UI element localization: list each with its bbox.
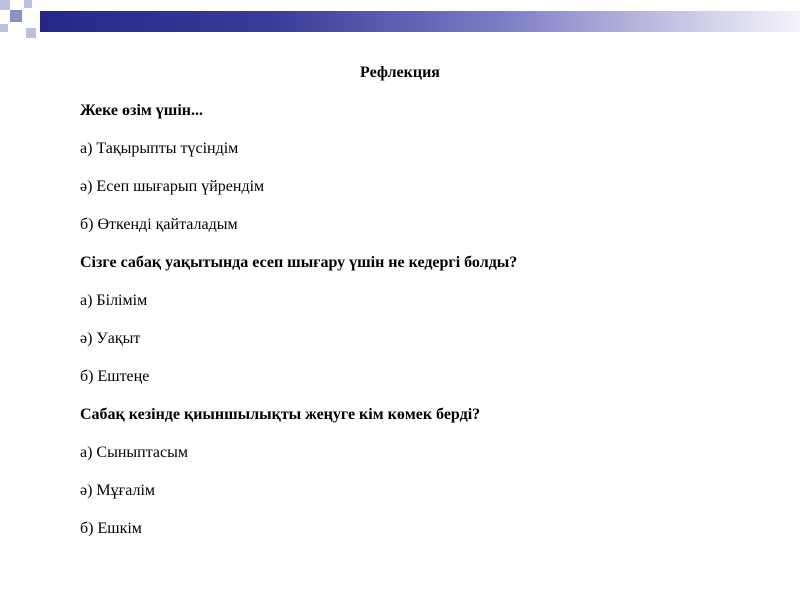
decor-square — [26, 28, 36, 38]
slide-content — [80, 63, 720, 557]
option-3c: б) Ешкім — [80, 520, 142, 537]
question-2: Сізге сабақ уақытында есеп шығару үшін не кедергі болды? — [80, 254, 518, 271]
decor-square — [24, 0, 32, 8]
option-1a: а) Тақырыпты түсіндім — [80, 140, 239, 157]
option-2c: б) Ештеңе — [80, 368, 150, 385]
option-3a: а) Сыныптасым — [80, 444, 188, 461]
question-1: Жеке өзім үшін... — [80, 102, 203, 119]
decor-square — [10, 10, 22, 22]
option-1c: б) Өткенді қайталадым — [80, 216, 238, 233]
header-gradient-bar — [40, 11, 800, 32]
decor-square — [0, 0, 10, 10]
option-3b: ә) Мұғалім — [80, 482, 156, 499]
option-1b: ә) Есеп шығарып үйрендім — [80, 178, 265, 195]
question-3: Сабақ кезінде қиыншылықты жеңуге кім көмек берді? — [80, 406, 481, 423]
decor-square — [0, 24, 8, 32]
slide-title: Рефлекция — [360, 64, 440, 81]
slide-header-decoration — [0, 0, 800, 44]
option-2b: ә) Уақыт — [80, 330, 141, 347]
option-2a: а) Білімім — [80, 292, 148, 309]
